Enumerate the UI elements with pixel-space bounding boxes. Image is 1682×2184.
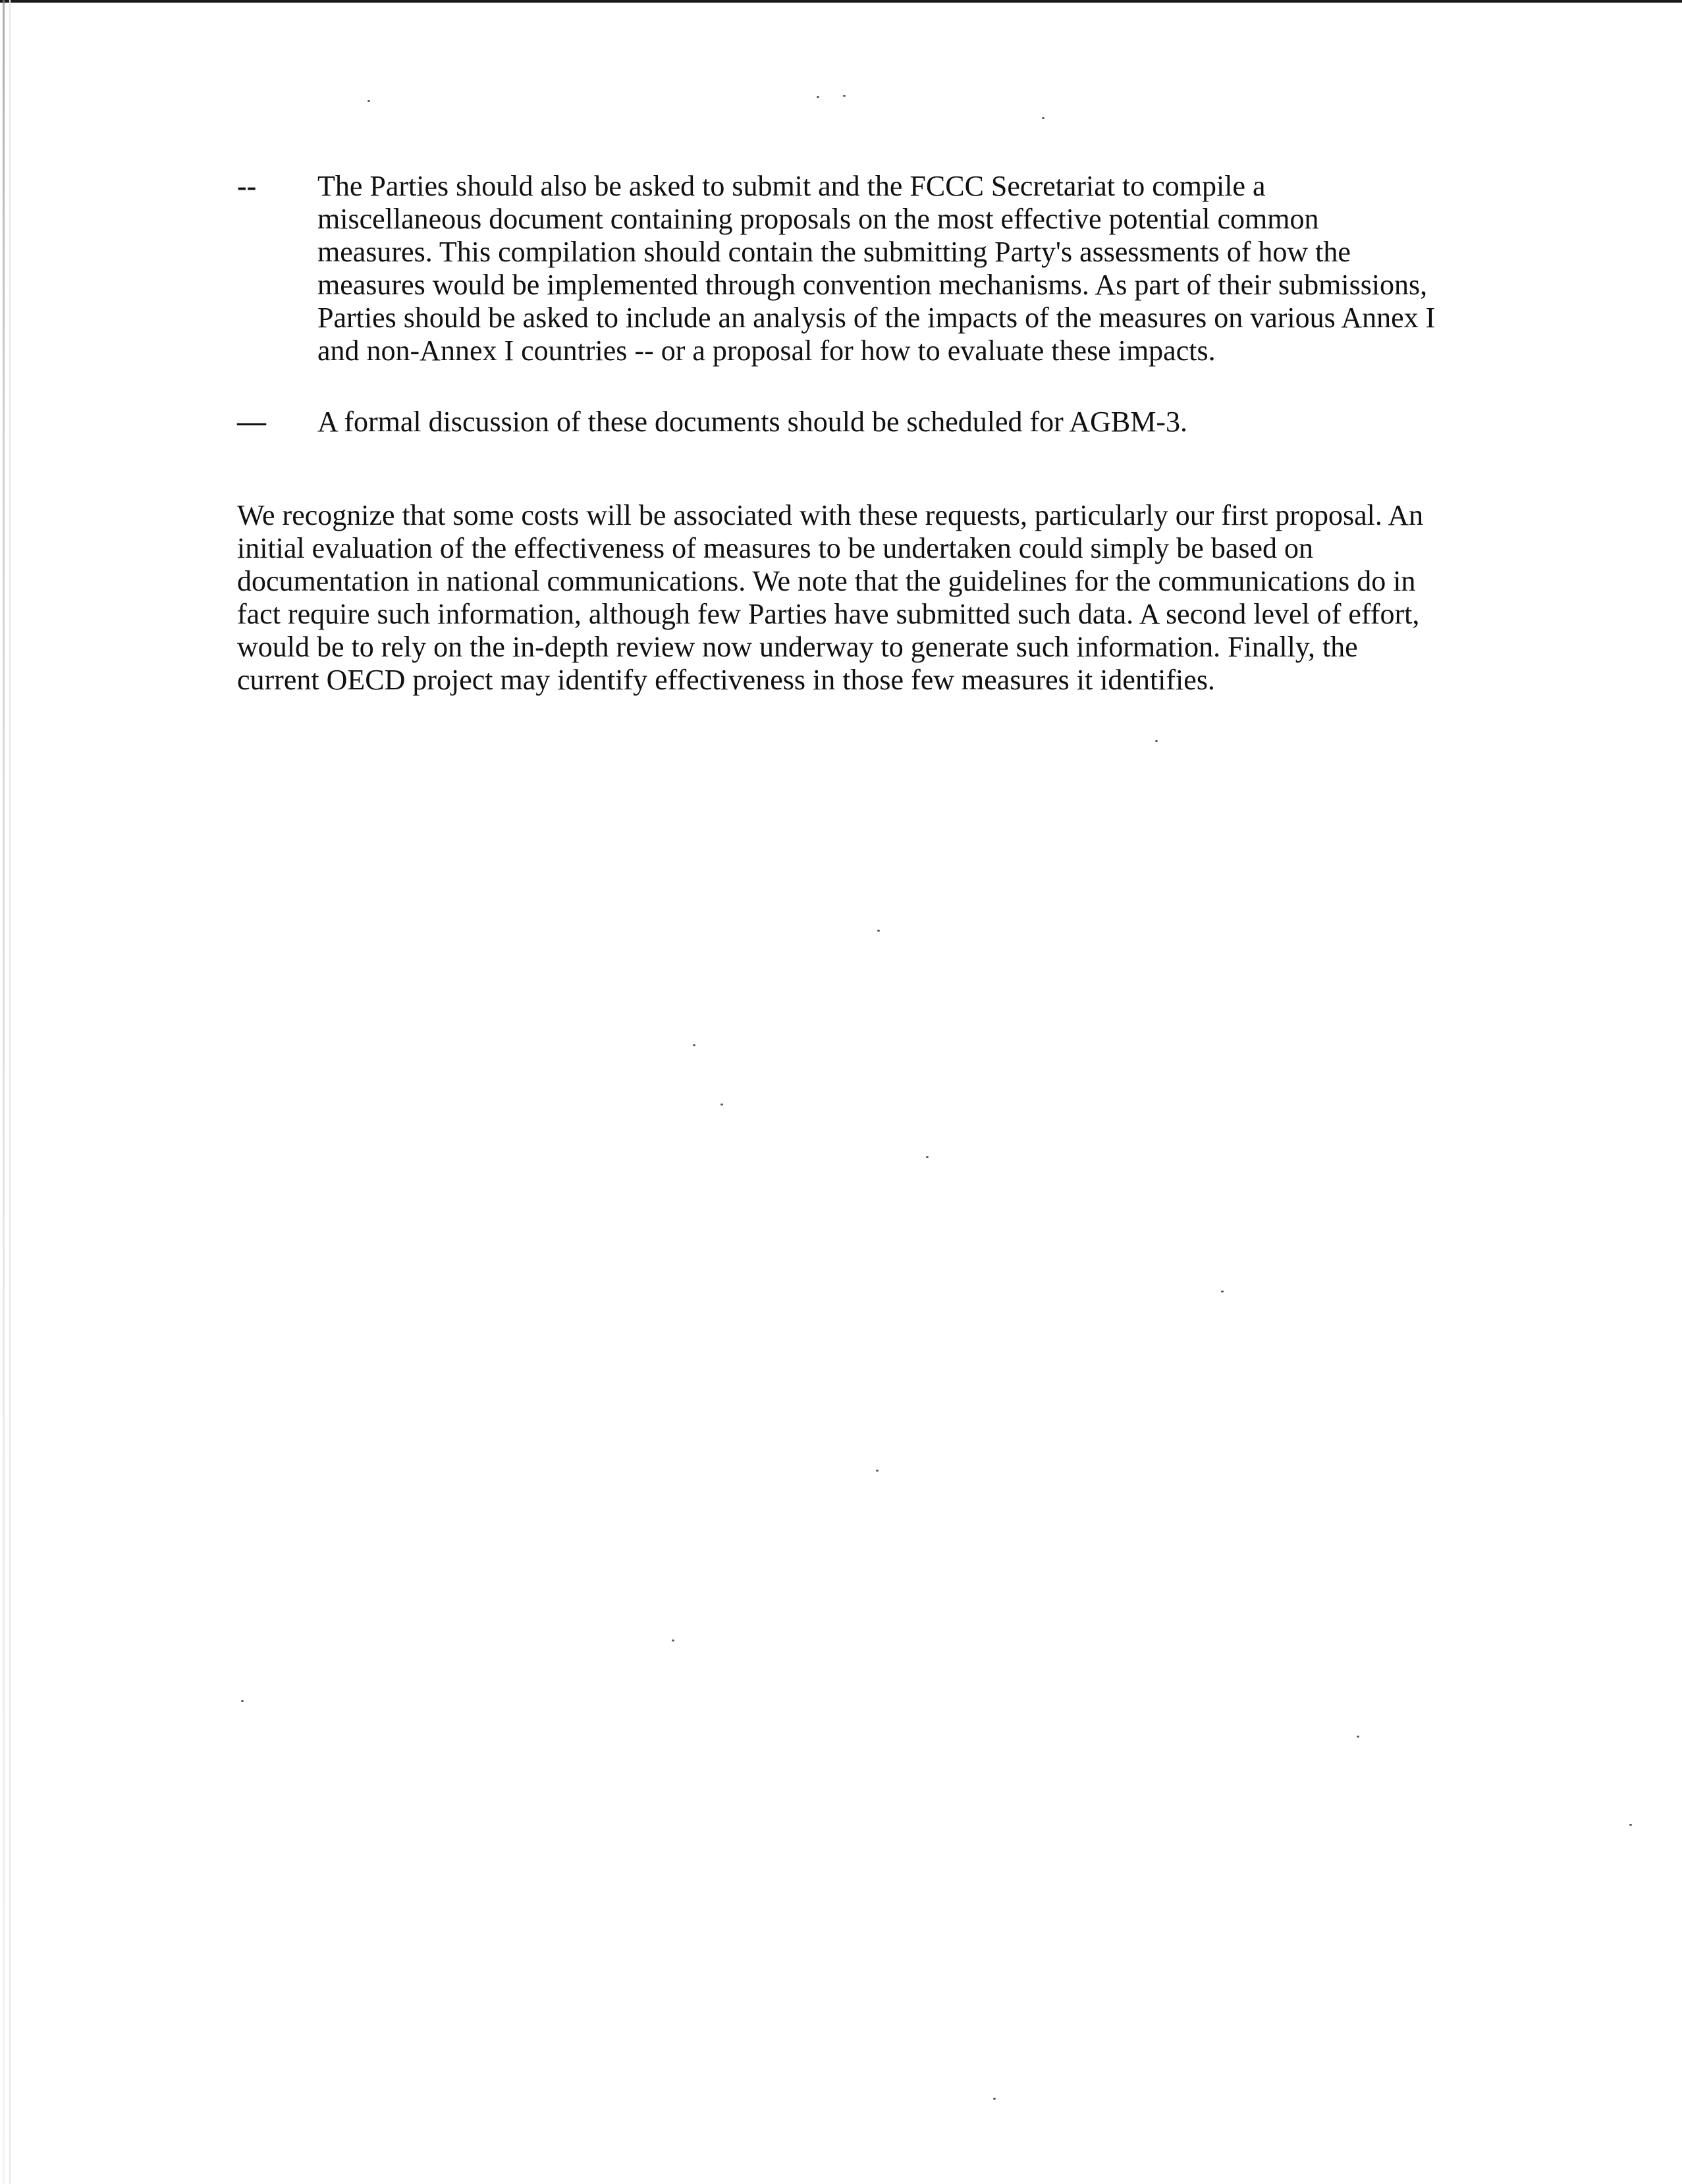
scan-speck (1357, 1736, 1359, 1738)
bullet-item (237, 170, 1436, 367)
body-paragraph: We recognize that some costs will be associated with these requests, particularly our first proposal. An initial evaluation of the effectiveness of measures to be undertaken could simply be based on documentation in national communications. We note that the guidelines for the communications do in fact require such information, although few Parties have submitted such data. A second level of effort, would be to rely on the in-depth review now underway to generate such information. Finally, the current OECD project may identify effectiveness in those few measures it identifies. (237, 499, 1424, 696)
scan-speck (877, 930, 880, 932)
scan-speck (1221, 1291, 1224, 1292)
scan-speck (817, 96, 819, 98)
scan-left-edge (3, 0, 5, 2184)
scan-speck (1629, 1824, 1632, 1826)
scan-speck (1042, 117, 1044, 119)
bullet-item (237, 406, 1436, 439)
bullet-marker: — (237, 406, 266, 438)
scan-left-shadow (9, 0, 11, 2184)
scan-speck (693, 1044, 695, 1046)
scan-speck (367, 100, 370, 102)
scan-speck (241, 1700, 244, 1702)
scan-speck (993, 2098, 996, 2100)
bullet-text: The Parties should also be asked to submit and the FCCC Secretariat to compile a miscellaneous document containing proposals on the most effective potential common measures. This compilation should contain the submitting Party's assessments of how the measures would be implemented through convention mechanisms. As part of their submissions, Parties should be asked to include an analysis of the impacts of the measures on various Annex I and non-Annex I countries -- or a proposal for how to evaluate these impacts. (317, 170, 1436, 367)
scan-speck (876, 1470, 879, 1472)
bullet-marker: -- (237, 170, 257, 202)
bullet-text: A formal discussion of these documents should be scheduled for AGBM-3. (317, 406, 1188, 438)
scan-speck (1155, 740, 1158, 742)
scan-top-edge (0, 0, 1682, 3)
scan-speck (720, 1104, 723, 1105)
bullet-list (237, 170, 1436, 477)
scan-speck (843, 95, 846, 97)
scan-speck (926, 1156, 929, 1158)
scan-speck (672, 1639, 674, 1641)
